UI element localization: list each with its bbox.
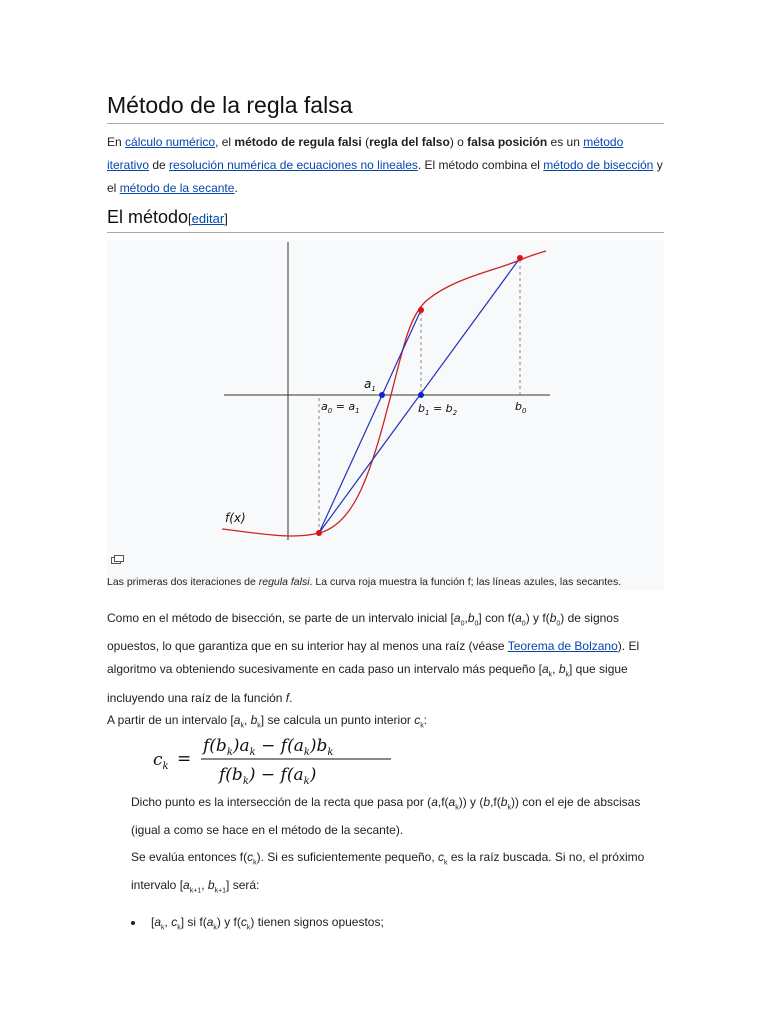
- page-title: Método de la regla falsa: [107, 92, 664, 124]
- paragraph-evaluate: Se evalúa entonces $f(c_k)$. Si es suficientemente pequeño, $c_k$ es la raíz buscada. Si no, el próximo intervalo [$a_{k+1}$, $b_{k+1}$] será:: [131, 850, 645, 895]
- enlarge-icon[interactable]: [111, 555, 124, 564]
- figure-caption: Las primeras dos iteraciones de regula falsi. La curva roja muestra la función f; las líneas azules, las secantes.: [107, 576, 622, 588]
- figure-regula-falsi: [107, 240, 664, 590]
- point-fb0: [517, 255, 523, 261]
- point-a2: [379, 392, 385, 398]
- link-metodo-biseccion[interactable]: método de bisección: [543, 158, 654, 172]
- edit-link[interactable]: editar: [191, 211, 225, 226]
- edit-section: [editar]: [188, 211, 228, 226]
- secant-2: [319, 310, 421, 533]
- label-a0-a1: $a_0 = a_1$: [321, 400, 360, 415]
- link-teorema-bolzano[interactable]: Teorema de Bolzano: [507, 639, 618, 654]
- label-b0: $b_0$: [515, 400, 527, 415]
- formula-ck: [151, 730, 411, 790]
- label-a1-top: $a_1$: [364, 377, 376, 393]
- label-fx: f(x): [225, 511, 246, 525]
- intro-paragraph: En cálculo numérico, el método de regula falsi (regla del falso) o falsa posición es un método iterativo de resolución numérica de ecuaciones no lineales. El método combina el método de bisección y el método de la secante.: [107, 135, 663, 195]
- list-item: [$a_k$, $c_k$] si $f(a_k)$ y $f(c_k)$ tienen signos opuestos;: [131, 911, 384, 939]
- link-metodo-secante[interactable]: método de la secante: [119, 181, 235, 195]
- diagram-svg: [107, 240, 664, 570]
- formula-eq: =: [177, 749, 192, 769]
- formula-numerator: $f(b_k)a_k - f(a_k)b_k$: [203, 736, 334, 758]
- point-fb1: [418, 307, 424, 313]
- bullet-dot: [131, 921, 135, 925]
- section-heading: [107, 207, 664, 233]
- link-resolucion-numerica[interactable]: resolución numérica de ecuaciones no lineales: [169, 158, 418, 172]
- formula-denominator: $f(b_k) - f(a_k)$: [219, 765, 317, 787]
- label-b1-b2: $b_1 = b_2$: [418, 402, 458, 417]
- paragraph-interval: A partir de un intervalo [$a_k$, $b_k$] se calcula un punto interior $c_k$:: [107, 713, 428, 730]
- paragraph-intersection: Dicho punto es la intersección de la recta que pasa por $(a,f(a_k))$ y $(b,f(b_k))$ con el eje de abscisas (igual a como se hace en el método de la secante).: [131, 795, 641, 838]
- link-calculo-numerico[interactable]: cálculo numérico: [125, 135, 216, 149]
- point-fa0: [316, 530, 322, 536]
- link-metodo-iterativo[interactable]: método iterativo: [107, 135, 624, 172]
- section-title: El método: [107, 207, 189, 227]
- paragraph-bisection: Como en el método de bisección, se parte de un intervalo inicial $[a_0,b_0]$ con $f(a_0)$ y $f(b_0)$ de signos opuestos, lo que garantiza que en su interior hay al menos una raíz (véase Teorema de Bolzano). El algoritmo va obteniendo sucesivamente en cada paso un intervalo más pequeño [$a_k$, $b_k$] que sigue incluyendo una raíz de la función f.: [107, 611, 640, 705]
- formula-lhs: $c_k$: [153, 750, 169, 772]
- point-b1: [418, 392, 424, 398]
